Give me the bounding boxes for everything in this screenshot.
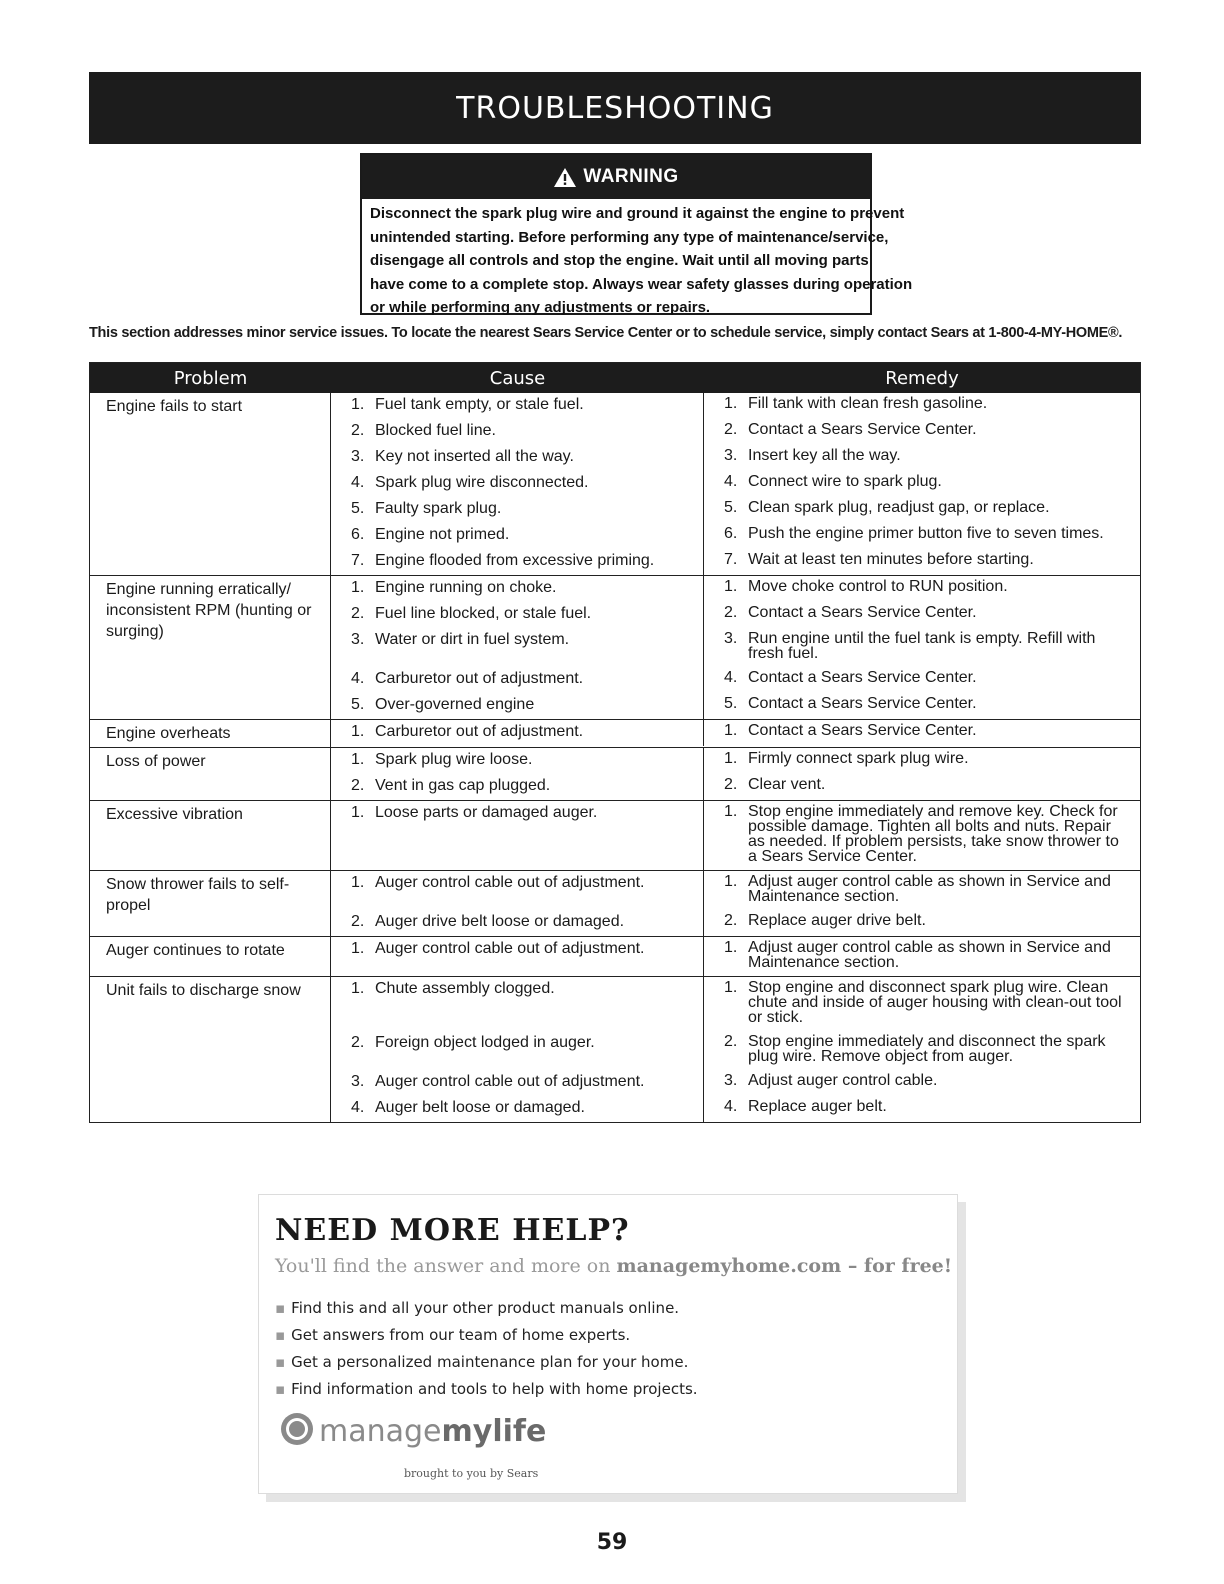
remedy-cell-text: Clean spark plug, readjust gap, or replace. [748, 499, 1050, 516]
table-row-group [90, 575, 1140, 719]
table-row [331, 419, 1140, 445]
brought-by-text: brought to you by Sears [404, 1467, 539, 1480]
cause-cell-text: Fuel tank empty, or stale fuel. [375, 396, 584, 413]
table-row [331, 1070, 1140, 1096]
item-number: 1. [351, 874, 365, 891]
cause-remedy-rows [331, 393, 1140, 575]
cause-cell-text: Spark plug wire loose. [375, 751, 533, 768]
item-number: 2. [351, 777, 365, 794]
problem-cell: Loss of power [90, 748, 331, 800]
list-item-text: Get a personalized maintenance plan for your home. [291, 1353, 689, 1371]
header-cause: Cause [489, 367, 546, 389]
cause-cell [331, 1031, 704, 1070]
item-number: 1. [351, 980, 365, 997]
cause-cell-text: Key not inserted all the way. [375, 448, 574, 465]
item-number: 1. [724, 578, 738, 595]
item-number: 1. [351, 579, 365, 596]
cause-cell-text: Auger drive belt loose or damaged. [375, 913, 625, 930]
cause-cell-text: Blocked fuel line. [375, 422, 496, 439]
remedy-cell [704, 1096, 1140, 1122]
warning-line: unintended starting. Before performing any type of maintenance/service, [370, 228, 889, 246]
help-subtitle-suffix: – for free! [841, 1255, 953, 1277]
need-more-help-panel [258, 1194, 958, 1494]
item-number: 5. [351, 500, 365, 517]
remedy-cell [704, 871, 1140, 910]
remedy-cell-text: Adjust auger control cable. [748, 1072, 938, 1089]
cause-cell [331, 419, 704, 445]
cause-cell [331, 1096, 704, 1122]
table-row [331, 576, 1140, 602]
table-row [331, 748, 1140, 774]
cause-cell [331, 549, 704, 575]
cause-cell-text: Spark plug wire disconnected. [375, 474, 589, 491]
table-row [331, 393, 1140, 419]
troubleshooting-table [89, 362, 1141, 1123]
logo-globe-icon [279, 1411, 315, 1452]
remedy-cell [704, 937, 1140, 976]
item-number: 3. [351, 631, 365, 648]
remedy-cell-text: Adjust auger control cable as shown in Service and Maintenance section. [748, 939, 1111, 971]
cause-cell [331, 1070, 704, 1096]
remedy-cell-text: Stop engine immediately and disconnect the spark plug wire. Remove object from auger. [748, 1033, 1106, 1065]
remedy-cell [704, 523, 1140, 549]
cause-cell-text: Water or dirt in fuel system. [375, 631, 570, 648]
table-row-group [90, 800, 1140, 870]
item-number: 5. [724, 695, 738, 712]
item-number: 1. [724, 395, 738, 412]
cause-cell-text: Engine running on choke. [375, 579, 557, 596]
item-number: 1. [724, 750, 738, 767]
cause-cell-text: Auger belt loose or damaged. [375, 1099, 585, 1116]
item-number: 2. [724, 776, 738, 793]
table-row-group [90, 936, 1140, 976]
problem-cell: Auger continues to rotate [90, 937, 331, 976]
bullet-icon: ▪ [275, 1299, 286, 1317]
item-number: 1. [724, 873, 738, 890]
remedy-cell-text: Replace auger belt. [748, 1098, 887, 1115]
warning-title: WARNING [583, 166, 679, 187]
item-number: 2. [351, 605, 365, 622]
cause-cell [331, 667, 704, 693]
table-row [331, 774, 1140, 800]
cause-cell [331, 497, 704, 523]
managemylife-logo [279, 1411, 546, 1452]
cause-cell [331, 977, 704, 1031]
table-row [331, 693, 1140, 719]
item-number: 7. [351, 552, 365, 569]
list-item [275, 1295, 698, 1322]
remedy-cell [704, 628, 1140, 667]
problem-cell: Engine running erratically/ inconsistent RPM (hunting or surging) [90, 576, 331, 719]
list-item [275, 1322, 698, 1349]
cause-cell-text: Engine flooded from excessive priming. [375, 552, 655, 569]
help-title: NEED MORE HELP? [275, 1213, 630, 1248]
item-number: 4. [351, 670, 365, 687]
remedy-cell-text: Clear vent. [748, 776, 826, 793]
remedy-cell-text: Connect wire to spark plug. [748, 473, 942, 490]
remedy-cell-text: Contact a Sears Service Center. [748, 722, 977, 739]
remedy-cell [704, 748, 1140, 774]
list-item-text: Find this and all your other product manuals online. [291, 1299, 680, 1317]
remedy-cell-text: Replace auger drive belt. [748, 912, 926, 929]
problem-cell: Engine fails to start [90, 393, 331, 575]
remedy-cell [704, 667, 1140, 693]
remedy-cell-text: Run engine until the fuel tank is empty. Refill with fresh fuel. [748, 630, 1096, 662]
cause-remedy-rows [331, 801, 1140, 870]
logo-text-light: manage [319, 1414, 442, 1449]
warning-box [360, 153, 913, 317]
table-row [331, 523, 1140, 549]
cause-cell [331, 748, 704, 774]
page-number: 59 [596, 1530, 628, 1555]
table-row [331, 871, 1140, 910]
cause-cell [331, 937, 704, 976]
warning-line: disengage all controls and stop the engine. Wait until all moving parts [370, 252, 869, 270]
item-number: 4. [351, 1099, 365, 1116]
cause-cell [331, 720, 704, 746]
help-subtitle [275, 1255, 952, 1277]
item-number: 1. [351, 940, 365, 957]
remedy-cell [704, 801, 1140, 870]
remedy-cell [704, 576, 1140, 602]
header-problem: Problem [173, 367, 248, 389]
table-row [331, 1096, 1140, 1122]
remedy-cell-text: Stop engine immediately and remove key. Check for possible damage. Tighten all bolts and nuts. Repair as needed. If problem persists, take snow thrower to a Sears Service Center. [748, 803, 1119, 865]
remedy-cell-text: Stop engine and disconnect spark plug wire. Clean chute and inside of auger housing with clean-out tool or stick. [748, 979, 1122, 1026]
cause-cell [331, 774, 704, 800]
cause-cell-text: Carburetor out of adjustment. [375, 670, 584, 687]
bullet-icon: ▪ [275, 1353, 286, 1371]
cause-cell [331, 523, 704, 549]
table-row [331, 445, 1140, 471]
item-number: 2. [351, 1034, 365, 1051]
item-number: 2. [724, 604, 738, 621]
cause-cell [331, 628, 704, 667]
table-row [331, 937, 1140, 976]
remedy-cell [704, 445, 1140, 471]
remedy-cell [704, 720, 1140, 746]
table-row-group [90, 393, 1140, 575]
cause-cell-text: Fuel line blocked, or stale fuel. [375, 605, 592, 622]
item-number: 3. [724, 630, 738, 647]
item-number: 3. [724, 1072, 738, 1089]
list-item-text: Find information and tools to help with home projects. [291, 1380, 698, 1398]
page-banner [89, 72, 1141, 144]
cause-cell [331, 393, 704, 419]
remedy-cell-text: Contact a Sears Service Center. [748, 421, 977, 438]
table-row-group [90, 747, 1140, 800]
item-number: 1. [724, 939, 738, 956]
table-row [331, 720, 1140, 746]
remedy-cell-text: Move choke control to RUN position. [748, 578, 1008, 595]
problem-cell: Excessive vibration [90, 801, 331, 870]
remedy-cell [704, 393, 1140, 419]
bullet-icon: ▪ [275, 1326, 286, 1344]
item-number: 1. [351, 751, 365, 768]
logo-text [319, 1414, 546, 1449]
table-row [331, 667, 1140, 693]
problem-cell: Snow thrower fails to self-propel [90, 871, 331, 936]
list-item [275, 1376, 698, 1403]
item-number: 1. [351, 723, 365, 740]
remedy-cell [704, 471, 1140, 497]
cause-cell [331, 871, 704, 910]
cause-cell-text: Engine not primed. [375, 526, 510, 543]
page-title: TROUBLESHOOTING [456, 90, 774, 126]
table-row [331, 801, 1140, 870]
item-number: 1. [351, 396, 365, 413]
item-number: 2. [351, 422, 365, 439]
item-number: 5. [724, 499, 738, 516]
cause-cell [331, 445, 704, 471]
warning-line: Disconnect the spark plug wire and ground it against the engine to prevent [370, 205, 905, 222]
cause-remedy-rows [331, 748, 1140, 800]
remedy-cell-text: Wait at least ten minutes before starting. [748, 551, 1034, 568]
item-number: 1. [351, 804, 365, 821]
table-row-group [90, 719, 1140, 747]
table-row [331, 497, 1140, 523]
remedy-cell [704, 693, 1140, 719]
cause-cell [331, 576, 704, 602]
remedy-cell [704, 910, 1140, 936]
item-number: 2. [724, 1033, 738, 1050]
item-number: 4. [724, 669, 738, 686]
cause-cell-text: Auger control cable out of adjustment. [375, 874, 645, 891]
help-subtitle-prefix: You'll find the answer and more on [275, 1255, 617, 1277]
remedy-cell [704, 774, 1140, 800]
item-number: 7. [724, 551, 738, 568]
item-number: 6. [351, 526, 365, 543]
item-number: 1. [724, 979, 738, 996]
item-number: 2. [351, 913, 365, 930]
item-number: 3. [724, 447, 738, 464]
warning-text [362, 199, 913, 323]
cause-cell [331, 910, 704, 936]
remedy-cell [704, 549, 1140, 575]
warning-line: or while performing any adjustments or repairs. [370, 299, 711, 317]
item-number: 6. [724, 525, 738, 542]
remedy-cell [704, 419, 1140, 445]
remedy-cell [704, 977, 1140, 1031]
remedy-cell [704, 1031, 1140, 1070]
item-number: 2. [724, 912, 738, 929]
table-body [90, 393, 1140, 1122]
warning-header [362, 155, 870, 199]
cause-cell [331, 602, 704, 628]
table-header [90, 363, 1140, 393]
problem-cell: Engine overheats [90, 720, 331, 747]
remedy-cell [704, 497, 1140, 523]
warning-line: have come to a complete stop. Always wear safety glasses during operation [370, 275, 913, 293]
cause-cell-text: Foreign object lodged in auger. [375, 1034, 595, 1051]
header-remedy: Remedy [885, 367, 959, 389]
table-row [331, 471, 1140, 497]
item-number: 4. [351, 474, 365, 491]
bullet-icon: ▪ [275, 1380, 286, 1398]
table-row [331, 628, 1140, 667]
help-site-link[interactable]: managemyhome.com [616, 1255, 842, 1277]
item-number: 2. [724, 421, 738, 438]
cause-cell [331, 801, 704, 870]
cause-cell-text: Vent in gas cap plugged. [375, 777, 551, 794]
table-row [331, 977, 1140, 1031]
cause-remedy-rows [331, 871, 1140, 936]
table-row [331, 602, 1140, 628]
cause-cell [331, 471, 704, 497]
remedy-cell-text: Adjust auger control cable as shown in Service and Maintenance section. [748, 873, 1111, 905]
remedy-cell [704, 602, 1140, 628]
remedy-cell-text: Insert key all the way. [748, 447, 901, 464]
section-intro: This section addresses minor service issues. To locate the nearest Sears Service Center or to schedule service, simply contact Sears at 1-800-4-MY-HOME®. [89, 325, 1123, 341]
item-number: 3. [351, 1073, 365, 1090]
table-row-group [90, 870, 1140, 936]
item-number: 4. [724, 1098, 738, 1115]
cause-remedy-rows [331, 576, 1140, 719]
remedy-cell-text: Firmly connect spark plug wire. [748, 750, 969, 767]
cause-cell-text: Over-governed engine [375, 696, 535, 713]
cause-cell-text: Chute assembly clogged. [375, 980, 555, 997]
remedy-cell-text: Push the engine primer button five to seven times. [748, 525, 1104, 542]
cause-cell-text: Auger control cable out of adjustment. [375, 940, 645, 957]
list-item-text: Get answers from our team of home experts. [291, 1326, 631, 1344]
remedy-cell [704, 1070, 1140, 1096]
help-list [275, 1295, 698, 1403]
list-item [275, 1349, 698, 1376]
cause-remedy-rows [331, 720, 1140, 747]
cause-cell-text: Faulty spark plug. [375, 500, 502, 517]
item-number: 3. [351, 448, 365, 465]
item-number: 1. [724, 803, 738, 820]
table-row [331, 910, 1140, 936]
cause-cell-text: Carburetor out of adjustment. [375, 723, 584, 740]
remedy-cell-text: Fill tank with clean fresh gasoline. [748, 395, 988, 412]
cause-cell-text: Auger control cable out of adjustment. [375, 1073, 645, 1090]
logo-text-bold: mylife [441, 1414, 547, 1449]
remedy-cell-text: Contact a Sears Service Center. [748, 604, 977, 621]
table-row-group [90, 976, 1140, 1122]
problem-cell: Unit fails to discharge snow [90, 977, 331, 1122]
item-number: 5. [351, 696, 365, 713]
cause-remedy-rows [331, 937, 1140, 976]
cause-cell-text: Loose parts or damaged auger. [375, 804, 598, 821]
item-number: 4. [724, 473, 738, 490]
item-number: 1. [724, 722, 738, 739]
table-row [331, 549, 1140, 575]
remedy-cell-text: Contact a Sears Service Center. [748, 695, 977, 712]
cause-remedy-rows [331, 977, 1140, 1122]
remedy-cell-text: Contact a Sears Service Center. [748, 669, 977, 686]
table-row [331, 1031, 1140, 1070]
cause-cell [331, 693, 704, 719]
warning-triangle-icon [553, 167, 577, 188]
